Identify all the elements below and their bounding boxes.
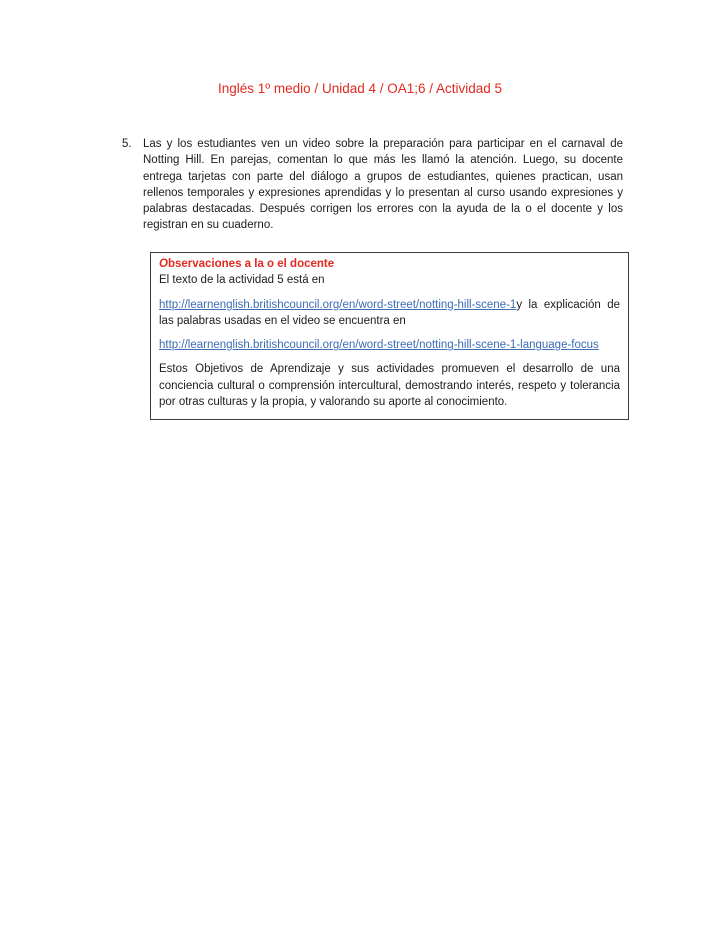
observations-heading-rest: bservaciones a la o el docente xyxy=(167,258,335,270)
observations-heading-initial: O xyxy=(159,258,168,270)
language-focus-link[interactable]: http://learnenglish.britishcouncil.org/en/word-street/notting-hill-scene-1-language-focus xyxy=(159,339,599,352)
activity-text-link[interactable]: http://learnenglish.britishcouncil.org/en/word-street/notting-hill-scene-1 xyxy=(159,298,517,311)
activity-link-suffix: y la explicación de las palabras usadas en el video se encuentra en xyxy=(159,298,620,327)
observations-heading xyxy=(159,256,620,272)
page-title: Inglés 1º medio / Unidad 4 / OA1;6 / Actividad 5 xyxy=(217,81,503,96)
activity-number: 5. xyxy=(122,138,132,150)
activity-item xyxy=(122,136,623,234)
observations-intro: El texto de la actividad 5 está en xyxy=(159,274,325,287)
teacher-observations-box xyxy=(150,252,629,420)
activity-link-paragraph xyxy=(159,297,620,330)
activity-text: Las y los estudiantes ven un video sobre la preparación para participar en el carnaval de Notting Hill. En parejas, comentan lo que más les llamó la atención. Luego, su docente entrega tarjetas con parte del diálogo a grupos de estudiantes, quienes practican, usan rellenos temporales y expresiones aprendidas y lo presentan al curso usando expresiones y palabras destacadas. Después corrigen los errores con la ayuda de la o el docente y los registran en su cuaderno. xyxy=(143,138,623,232)
objectives-paragraph: Estos Objetivos de Aprendizaje y sus actividades promueven el desarrollo de una conciencia cultural o comprensión intercultural, demostrando interés, respeto y tolerancia por otras culturas y la propia, y valorando su aporte al conocimiento. xyxy=(159,363,620,409)
language-focus-link-paragraph xyxy=(159,337,620,353)
